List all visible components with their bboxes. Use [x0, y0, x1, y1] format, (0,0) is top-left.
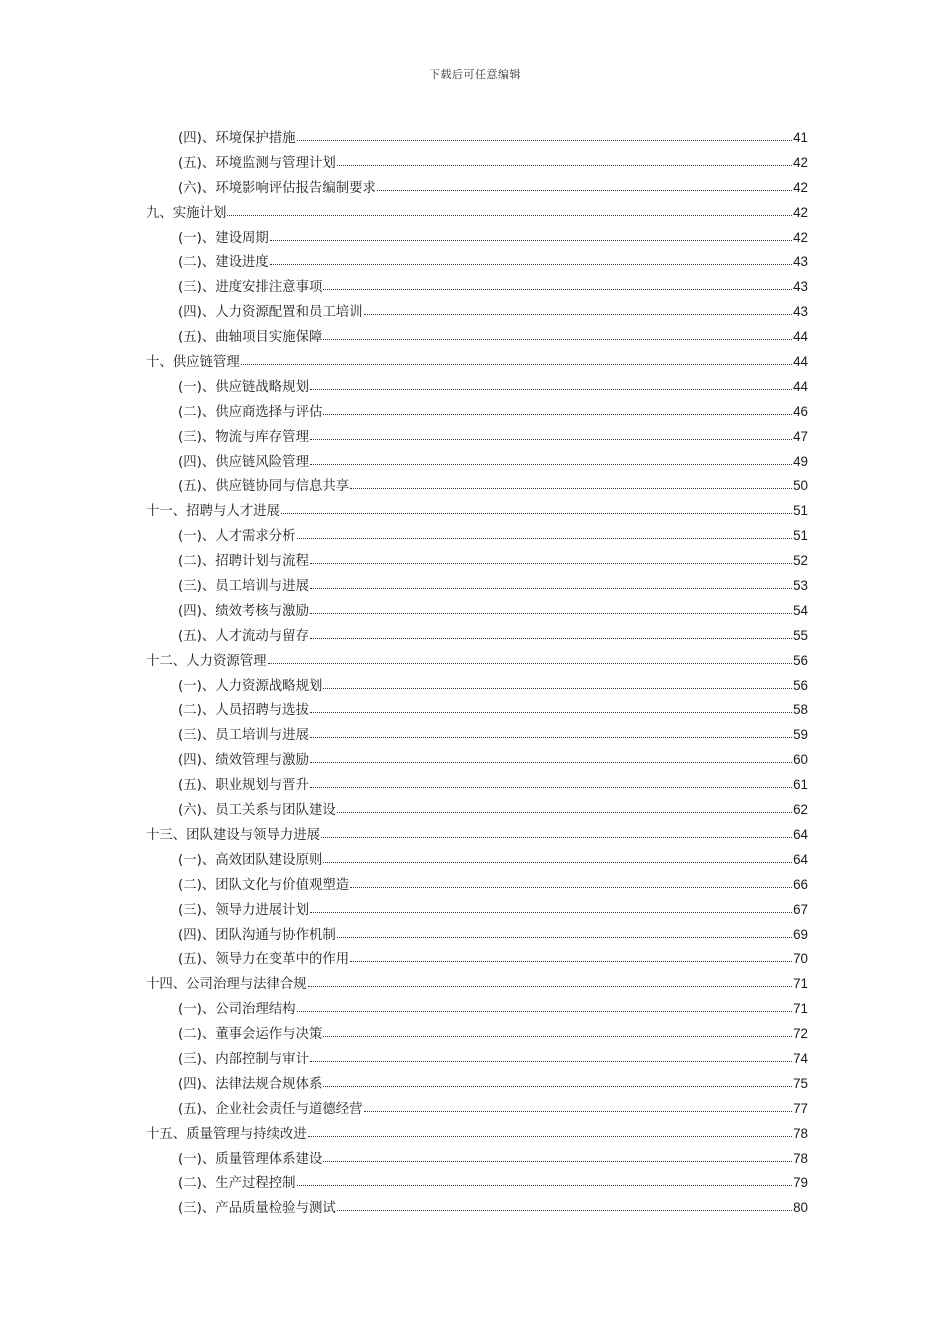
toc-dot-leader [310, 612, 792, 614]
toc-page-number: 78 [793, 1150, 808, 1166]
toc-section-entry[interactable] [146, 400, 808, 425]
toc-entry-label: (一)、高效团队建设原则 [178, 852, 323, 868]
toc-dot-leader [323, 338, 792, 340]
toc-page-number: 42 [793, 179, 808, 195]
toc-dot-leader [297, 537, 793, 539]
toc-page-number: 75 [793, 1075, 808, 1091]
toc-section-entry[interactable] [146, 1047, 808, 1072]
toc-chapter-entry[interactable] [146, 972, 808, 997]
toc-entry-label: (五)、人才流动与留存 [178, 628, 309, 644]
toc-section-entry[interactable] [146, 773, 808, 798]
toc-page-number: 54 [793, 602, 808, 618]
toc-section-entry[interactable] [146, 798, 808, 823]
toc-section-entry[interactable] [146, 1147, 808, 1172]
toc-entry-label: (一)、建设周期 [178, 230, 269, 246]
toc-dot-leader [337, 164, 792, 166]
toc-page-number: 44 [793, 329, 808, 345]
toc-entry-label: (五)、领导力在变革中的作用 [178, 952, 350, 968]
toc-page-number: 80 [793, 1200, 808, 1216]
toc-dot-leader [364, 1110, 793, 1112]
toc-page-number: 49 [793, 453, 808, 469]
toc-entry-label: (六)、环境影响评估报告编制要求 [178, 180, 376, 196]
toc-page-number: 43 [793, 304, 808, 320]
toc-dot-leader [310, 711, 792, 713]
toc-dot-leader [227, 214, 792, 216]
toc-section-entry[interactable] [146, 126, 808, 151]
toc-section-entry[interactable] [146, 450, 808, 475]
toc-section-entry[interactable] [146, 524, 808, 549]
toc-entry-label: (三)、员工培训与进展 [178, 728, 309, 744]
toc-entry-label: (三)、领导力进展计划 [178, 902, 309, 918]
toc-dot-leader [308, 985, 792, 987]
toc-section-entry[interactable] [146, 674, 808, 699]
toc-page-number: 59 [793, 727, 808, 743]
toc-entry-label: 十、供应链管理 [146, 355, 240, 371]
toc-section-entry[interactable] [146, 275, 808, 300]
toc-section-entry[interactable] [146, 176, 808, 201]
toc-dot-leader [323, 687, 792, 689]
toc-page-number: 67 [793, 901, 808, 917]
toc-dot-leader [323, 1085, 792, 1087]
toc-section-entry[interactable] [146, 898, 808, 923]
toc-page-number: 71 [793, 976, 808, 992]
toc-dot-leader [350, 886, 792, 888]
toc-entry-label: (五)、企业社会责任与道德经营 [178, 1101, 363, 1117]
toc-chapter-entry[interactable] [146, 499, 808, 524]
toc-page-number: 51 [793, 528, 808, 544]
toc-dot-leader [364, 313, 793, 315]
table-of-contents [146, 126, 808, 1221]
toc-dot-leader [350, 960, 792, 962]
toc-page-number: 42 [793, 204, 808, 220]
toc-section-entry[interactable] [146, 425, 808, 450]
toc-page-number: 47 [793, 428, 808, 444]
toc-entry-label: (二)、招聘计划与流程 [178, 554, 309, 570]
toc-chapter-entry[interactable] [146, 823, 808, 848]
toc-dot-leader [377, 189, 792, 191]
toc-entry-label: (一)、人才需求分析 [178, 529, 296, 545]
toc-dot-leader [310, 736, 792, 738]
toc-dot-leader [241, 363, 792, 365]
toc-dot-leader [297, 139, 793, 141]
toc-page-number: 42 [793, 229, 808, 245]
toc-entry-label: (二)、董事会运作与决策 [178, 1027, 323, 1043]
toc-entry-label: 十四、公司治理与法律合规 [146, 977, 307, 993]
toc-entry-label: (五)、职业规划与晋升 [178, 778, 309, 794]
toc-section-entry[interactable] [146, 997, 808, 1022]
toc-section-entry[interactable] [146, 873, 808, 898]
toc-chapter-entry[interactable] [146, 350, 808, 375]
toc-entry-label: (一)、质量管理体系建设 [178, 1151, 323, 1167]
toc-entry-label: (四)、法律法规合规体系 [178, 1076, 323, 1092]
toc-dot-leader [281, 512, 792, 514]
toc-page-number: 60 [793, 752, 808, 768]
toc-entry-label: (六)、员工关系与团队建设 [178, 803, 336, 819]
toc-page-number: 78 [793, 1125, 808, 1141]
toc-dot-leader [268, 662, 793, 664]
toc-section-entry[interactable] [146, 748, 808, 773]
toc-section-entry[interactable] [146, 698, 808, 723]
toc-page-number: 71 [793, 1001, 808, 1017]
toc-entry-label: 十三、团队建设与领导力进展 [146, 827, 321, 843]
toc-entry-label: (二)、人员招聘与选拔 [178, 703, 309, 719]
toc-entry-label: (三)、员工培训与进展 [178, 579, 309, 595]
toc-page-number: 77 [793, 1100, 808, 1116]
toc-dot-leader [310, 911, 792, 913]
toc-page-number: 72 [793, 1026, 808, 1042]
toc-page-number: 53 [793, 578, 808, 594]
toc-dot-leader [310, 587, 792, 589]
toc-page-number: 56 [793, 652, 808, 668]
toc-entry-label: (四)、绩效考核与激励 [178, 603, 309, 619]
toc-dot-leader [310, 637, 792, 639]
toc-entry-label: (四)、环境保护措施 [178, 131, 296, 146]
toc-chapter-entry[interactable] [146, 1122, 808, 1147]
toc-dot-leader [323, 1035, 792, 1037]
toc-dot-leader [323, 1160, 792, 1162]
toc-page-number: 56 [793, 677, 808, 693]
toc-page-number: 70 [793, 951, 808, 967]
toc-dot-leader [323, 413, 792, 415]
toc-dot-leader [310, 562, 792, 564]
toc-dot-leader [337, 811, 792, 813]
toc-section-entry[interactable] [146, 375, 808, 400]
toc-section-entry[interactable] [146, 624, 808, 649]
toc-page-number: 79 [793, 1175, 808, 1191]
toc-section-entry[interactable] [146, 574, 808, 599]
toc-entry-label: (四)、团队沟通与协作机制 [178, 927, 336, 943]
toc-entry-label: (四)、绩效管理与激励 [178, 753, 309, 769]
toc-dot-leader [270, 263, 792, 265]
toc-entry-label: (三)、产品质量检验与测试 [178, 1201, 336, 1217]
toc-section-entry[interactable] [146, 250, 808, 275]
toc-page-number: 44 [793, 378, 808, 394]
toc-section-entry[interactable] [146, 599, 808, 624]
toc-section-entry[interactable] [146, 226, 808, 251]
toc-section-entry[interactable] [146, 947, 808, 972]
toc-page-number: 52 [793, 553, 808, 569]
toc-section-entry[interactable] [146, 1072, 808, 1097]
toc-dot-leader [350, 487, 792, 489]
toc-page-number: 58 [793, 702, 808, 718]
toc-page-number: 43 [793, 279, 808, 295]
toc-entry-label: (三)、内部控制与审计 [178, 1051, 309, 1067]
toc-section-entry[interactable] [146, 923, 808, 948]
toc-entry-label: (一)、公司治理结构 [178, 1002, 296, 1018]
toc-entry-label: 十一、招聘与人才进展 [146, 504, 280, 520]
toc-entry-label: (二)、生产过程控制 [178, 1176, 296, 1192]
toc-page-number: 64 [793, 826, 808, 842]
toc-page-number: 69 [793, 926, 808, 942]
toc-dot-leader [310, 438, 792, 440]
toc-section-entry[interactable] [146, 325, 808, 350]
toc-entry-label: 九、实施计划 [146, 205, 227, 221]
toc-page-number: 51 [793, 503, 808, 519]
toc-section-entry[interactable] [146, 151, 808, 176]
toc-dot-leader [308, 1135, 792, 1137]
toc-page-number: 55 [793, 627, 808, 643]
toc-page-number: 66 [793, 876, 808, 892]
toc-entry-label: 十二、人力资源管理 [146, 653, 267, 669]
toc-entry-label: (一)、人力资源战略规划 [178, 678, 323, 694]
toc-entry-label: (四)、人力资源配置和员工培训 [178, 305, 363, 321]
toc-dot-leader [310, 388, 792, 390]
toc-entry-label: (三)、物流与库存管理 [178, 429, 309, 445]
toc-section-entry[interactable] [146, 474, 808, 499]
toc-page-number: 62 [793, 802, 808, 818]
toc-dot-leader [337, 936, 792, 938]
toc-section-entry[interactable] [146, 300, 808, 325]
toc-entry-label: (五)、环境监测与管理计划 [178, 155, 336, 171]
toc-page-number: 42 [793, 154, 808, 170]
toc-entry-label: (三)、进度安排注意事项 [178, 280, 323, 296]
toc-section-entry[interactable] [146, 1171, 808, 1196]
toc-page-number: 41 [793, 130, 808, 145]
toc-dot-leader [323, 861, 792, 863]
toc-entry-label: (一)、供应链战略规划 [178, 379, 309, 395]
header-note: 下载后可任意编辑 [429, 68, 521, 81]
toc-page-number: 61 [793, 777, 808, 793]
toc-entry-label: (五)、曲轴项目实施保障 [178, 330, 323, 346]
toc-dot-leader [323, 288, 792, 290]
toc-page-number: 74 [793, 1050, 808, 1066]
toc-entry-label: (二)、团队文化与价值观塑造 [178, 877, 350, 893]
toc-chapter-entry[interactable] [146, 649, 808, 674]
toc-section-entry[interactable] [146, 1022, 808, 1047]
toc-entry-label: 十五、质量管理与持续改进 [146, 1126, 307, 1142]
toc-page-number: 64 [793, 851, 808, 867]
toc-dot-leader [321, 836, 792, 838]
toc-dot-leader [337, 1209, 792, 1211]
toc-section-entry[interactable] [146, 549, 808, 574]
toc-entry-label: (四)、供应链风险管理 [178, 454, 309, 470]
toc-page-number: 46 [793, 403, 808, 419]
toc-dot-leader [270, 239, 792, 241]
toc-dot-leader [310, 786, 792, 788]
toc-entry-label: (二)、建设进度 [178, 255, 269, 271]
toc-dot-leader [297, 1184, 793, 1186]
toc-entry-label: (五)、供应链协同与信息共享 [178, 479, 350, 495]
toc-section-entry[interactable] [146, 1196, 808, 1221]
toc-entry-label: (二)、供应商选择与评估 [178, 404, 323, 420]
toc-dot-leader [310, 761, 792, 763]
toc-chapter-entry[interactable] [146, 201, 808, 226]
toc-section-entry[interactable] [146, 1097, 808, 1122]
toc-page-number: 50 [793, 478, 808, 494]
toc-page-number: 43 [793, 254, 808, 270]
toc-page-number: 44 [793, 354, 808, 370]
toc-section-entry[interactable] [146, 848, 808, 873]
toc-dot-leader [297, 1010, 793, 1012]
toc-section-entry[interactable] [146, 723, 808, 748]
toc-dot-leader [310, 1060, 792, 1062]
toc-dot-leader [310, 463, 792, 465]
